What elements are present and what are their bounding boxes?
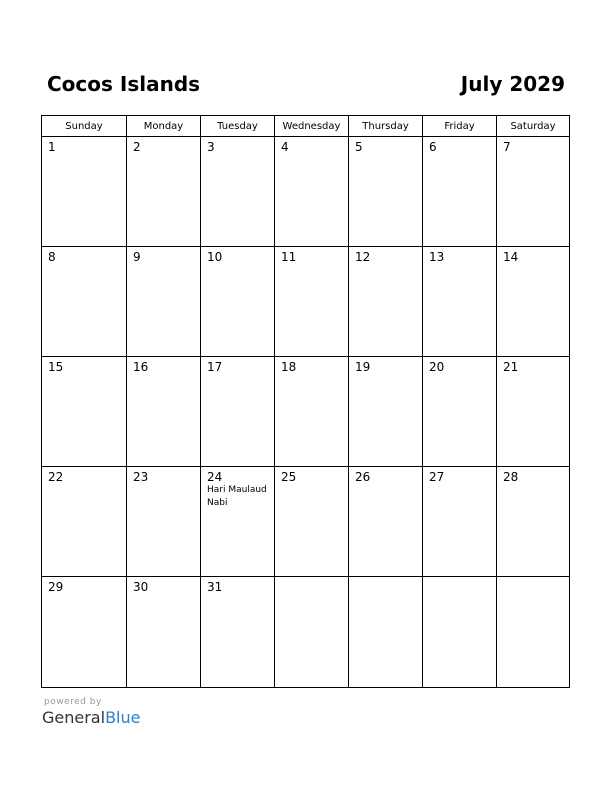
day-cell (275, 357, 349, 467)
day-number: 21 (503, 360, 519, 374)
day-number: 29 (48, 580, 64, 594)
weekday-header-saturday: Saturday (497, 116, 569, 137)
day-cell (42, 577, 127, 687)
day-cell (423, 247, 497, 357)
day-number: 13 (429, 250, 445, 264)
day-number: 18 (281, 360, 297, 374)
day-number: 1 (48, 140, 56, 154)
weekday-header-wednesday: Wednesday (275, 116, 349, 137)
day-number: 19 (355, 360, 371, 374)
day-number: 14 (503, 250, 519, 264)
day-cell (127, 467, 201, 577)
day-number: 12 (355, 250, 371, 264)
day-cell (349, 467, 423, 577)
day-cell (349, 137, 423, 247)
weekday-header-sunday: Sunday (42, 116, 127, 137)
day-cell (275, 577, 349, 687)
day-number: 15 (48, 360, 64, 374)
day-cell (497, 247, 569, 357)
day-cell (127, 357, 201, 467)
day-cell (201, 577, 275, 687)
day-cell (423, 357, 497, 467)
day-cell (423, 467, 497, 577)
day-number: 22 (48, 470, 64, 484)
weekday-header-monday: Monday (127, 116, 201, 137)
brand-blue-text: Blue (105, 708, 141, 727)
day-cell (275, 247, 349, 357)
holiday-label: Hari Maulaud Nabi (207, 485, 267, 508)
day-cell (127, 247, 201, 357)
day-cell (497, 357, 569, 467)
brand-logo (42, 708, 140, 727)
day-number: 4 (281, 140, 289, 154)
day-number: 3 (207, 140, 215, 154)
day-number: 30 (133, 580, 149, 594)
day-cell (497, 577, 569, 687)
day-cell (201, 137, 275, 247)
day-cell (349, 247, 423, 357)
month-year-title: July 2029 (460, 72, 565, 96)
powered-by-label: powered by (44, 697, 102, 707)
day-cell (497, 467, 569, 577)
day-cell (349, 577, 423, 687)
day-cell (127, 137, 201, 247)
day-number: 8 (48, 250, 56, 264)
day-number: 31 (207, 580, 223, 594)
day-number: 9 (133, 250, 141, 264)
day-number: 28 (503, 470, 519, 484)
day-cell (42, 467, 127, 577)
day-number: 23 (133, 470, 149, 484)
day-number: 11 (281, 250, 297, 264)
calendar-grid (41, 115, 570, 688)
day-cell (497, 137, 569, 247)
day-cell (201, 357, 275, 467)
day-cell (275, 137, 349, 247)
day-number: 27 (429, 470, 445, 484)
day-cell (423, 137, 497, 247)
region-title: Cocos Islands (47, 72, 201, 96)
weekday-header-thursday: Thursday (349, 116, 423, 137)
day-number: 24 (207, 470, 223, 484)
day-cell (201, 247, 275, 357)
day-number: 6 (429, 140, 437, 154)
day-number: 20 (429, 360, 445, 374)
day-cell (423, 577, 497, 687)
day-cell (127, 577, 201, 687)
day-number: 16 (133, 360, 149, 374)
day-cell (42, 137, 127, 247)
day-number: 17 (207, 360, 223, 374)
day-cell (42, 247, 127, 357)
day-number: 26 (355, 470, 371, 484)
day-cell (42, 357, 127, 467)
day-cell (275, 467, 349, 577)
weekday-header-friday: Friday (423, 116, 497, 137)
day-cell (201, 467, 275, 577)
day-number: 25 (281, 470, 297, 484)
day-number: 2 (133, 140, 141, 154)
day-number: 5 (355, 140, 363, 154)
day-number: 7 (503, 140, 511, 154)
brand-general-text: General (42, 708, 106, 727)
weekday-header-tuesday: Tuesday (201, 116, 275, 137)
day-cell (349, 357, 423, 467)
day-number: 10 (207, 250, 223, 264)
